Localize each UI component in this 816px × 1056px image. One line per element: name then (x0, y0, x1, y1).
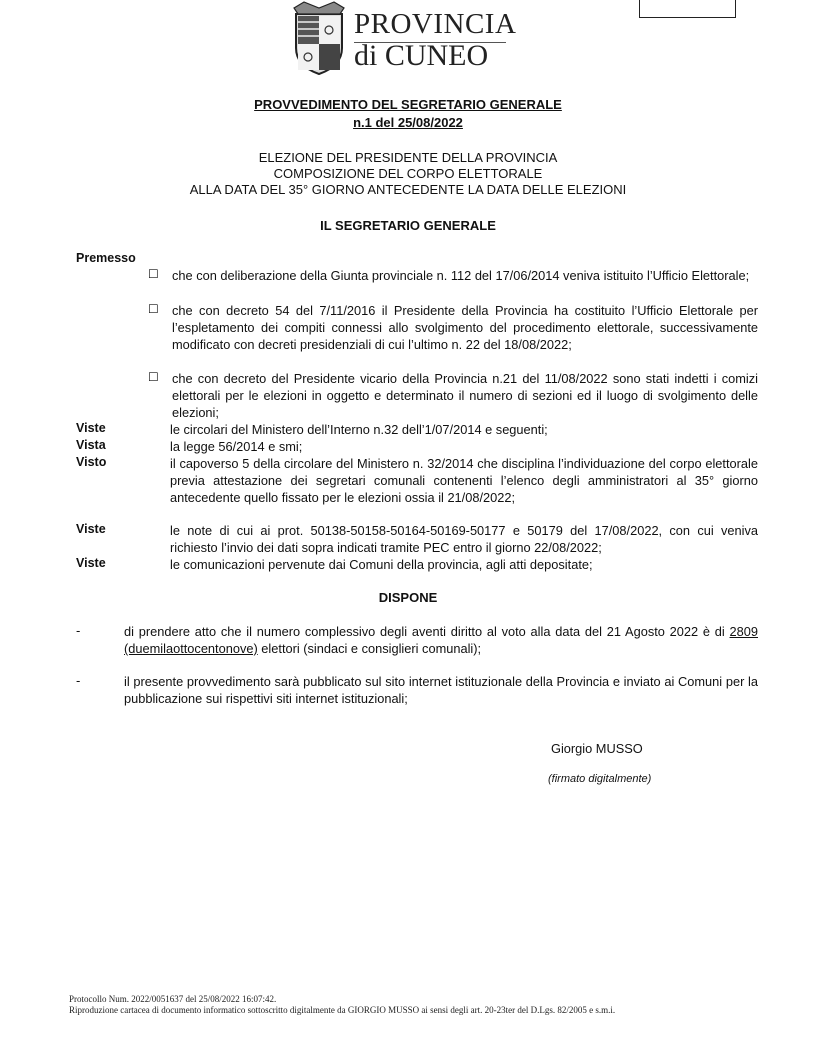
subject-line-3: ALLA DATA DEL 35° GIORNO ANTECEDENTE LA DATA DELLE ELEZIONI (189, 182, 627, 197)
premesso-item-3: che con decreto del Presidente vicario della Provincia n.21 del 11/08/2022 sono stati indetti i comizi elettorali per le elezioni in oggetto e determinato il numero di sezioni ed il luogo di svolgimento delle elezioni; (172, 371, 758, 420)
dispone-dash-2: - (76, 673, 81, 688)
visti-label-5: Viste (76, 556, 106, 570)
visti-text-4: le note di cui ai prot. 50138-50158-50164-50169-50177 e 50179 del 17/08/2022, con cui veniva richiesto l’invio dei dati sopra indicati tramite PEC entro il giorno 22/08/2022; (170, 523, 758, 555)
signatory-name: Giorgio MUSSO (551, 741, 643, 756)
visti-text-3: il capoverso 5 della circolare del Ministero n. 32/2014 che disciplina l’individuazione del corpo elettorale previa attestazione dei segretari comunali contenenti l’elenco degli amministratori al 35° giorno antecedente quello fissato per le elezioni ossia il 21/08/2022; (170, 456, 758, 505)
visti-text-2: la legge 56/2014 e smi; (170, 439, 303, 454)
checkbox-bullet-icon: ☐ (148, 267, 159, 281)
dispone-item-1-pre: di prendere atto che il numero complessivo degli aventi diritto al voto alla data del 21 Agosto 2022 è di (124, 624, 730, 639)
logo-line-2: di CUNEO (354, 39, 489, 72)
authority-heading: IL SEGRETARIO GENERALE (320, 218, 496, 233)
footer-protocol: Protocollo Num. 2022/0051637 del 25/08/2022 16:07:42. (69, 994, 277, 1004)
dispone-item-1-post: elettori (sindaci e consiglieri comunali); (257, 641, 482, 656)
premesso-item-1: che con deliberazione della Giunta provinciale n. 112 del 17/06/2014 veniva istituito l’Ufficio Elettorale; (172, 268, 750, 283)
premesso-label: Premesso (76, 251, 136, 265)
checkbox-bullet-icon: ☐ (148, 370, 159, 384)
provincia-logo (278, 0, 517, 78)
visti-label-1: Viste (76, 421, 106, 435)
premesso-item-2: che con decreto 54 del 7/11/2016 il Presidente della Provincia ha costituito l’Ufficio Elettorale per l’espletamento dei compiti connessi allo svolgimento del procedimento elettorale, successivamente modificato con decreti presidenziali di cui l’ultimo n. 22 del 18/08/2022; (172, 303, 758, 352)
dispone-heading: DISPONE (378, 590, 438, 605)
visti-label-3: Visto (76, 455, 107, 469)
logo-line-1: PROVINCIA (354, 8, 517, 40)
visti-label-2: Vista (76, 438, 106, 452)
visti-text-5: le comunicazioni pervenute dai Comuni della provincia, agli atti depositate; (170, 557, 593, 572)
dispone-item-2: il presente provvedimento sarà pubblicato sul sito internet istituzionale della Provincia e inviato ai Comuni per la pubblicazione sui rispettivi siti internet istituzionali; (124, 674, 758, 706)
checkbox-bullet-icon: ☐ (148, 302, 159, 316)
coat-of-arms-icon (288, 0, 350, 76)
visti-text-1: le circolari del Ministero dell’Interno n.32 dell’1/07/2014 e seguenti; (170, 422, 548, 437)
visti-label-4: Viste (76, 522, 106, 536)
footer-note: Riproduzione cartacea di documento informatico sottoscritto digitalmente da GIORGIO MUSSO ai sensi degli art. 20-23ter del D.Lgs. 82/2005 e s.m.i. (69, 1005, 616, 1015)
digital-signature-note: (firmato digitalmente) (548, 773, 652, 785)
elector-count: 2809 (duemilaottocentonove) (124, 624, 758, 656)
dispone-item-1 (124, 623, 758, 657)
document-number: n.1 del 25/08/2022 (353, 115, 463, 130)
document-title: PROVVEDIMENTO DEL SEGRETARIO GENERALE (254, 97, 562, 112)
dispone-dash-1: - (76, 623, 81, 638)
subject-line-2: COMPOSIZIONE DEL CORPO ELETTORALE (273, 166, 543, 181)
protocol-stamp-box (639, 0, 736, 18)
logo-wordmark (354, 10, 516, 71)
subject-line-1: ELEZIONE DEL PRESIDENTE DELLA PROVINCIA (258, 150, 558, 165)
